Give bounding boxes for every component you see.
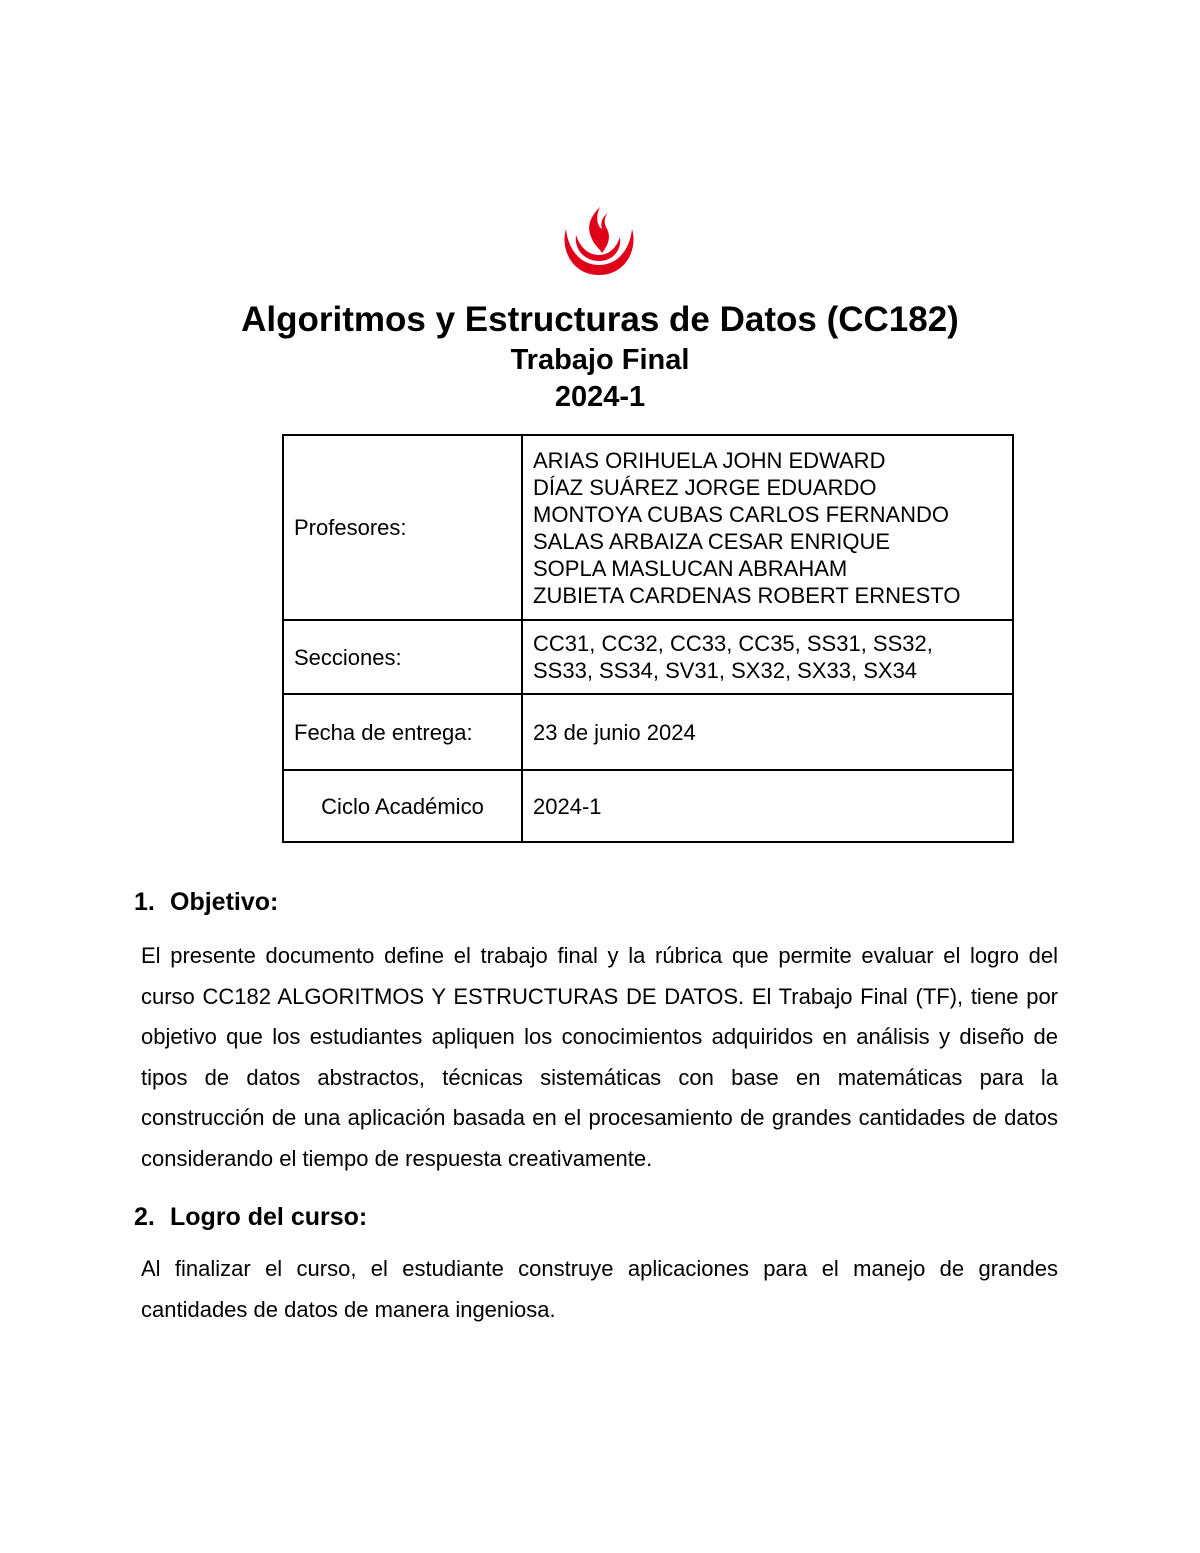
sections-line: CC31, CC32, CC33, CC35, SS31, SS32, — [533, 631, 933, 656]
sections-line: SS33, SS34, SV31, SX32, SX33, SX34 — [533, 658, 918, 683]
course-info-table — [282, 434, 1014, 843]
section-heading-objective — [134, 886, 278, 918]
professor-name: DÍAZ SUÁREZ JORGE EDUARDO — [533, 474, 877, 500]
due-date-label: Fecha de entrega: — [283, 694, 522, 770]
professor-name: MONTOYA CUBAS CARLOS FERNANDO — [533, 501, 950, 527]
professors-value — [522, 435, 1013, 620]
table-row-academic-cycle — [283, 770, 1013, 842]
academic-cycle-label: Ciclo Académico — [283, 770, 522, 842]
section-heading-course-achievement — [134, 1201, 367, 1233]
professor-name: ZUBIETA CARDENAS ROBERT ERNESTO — [533, 582, 961, 608]
sections-value — [522, 620, 1013, 694]
professors-label: Profesores: — [283, 435, 522, 620]
objective-paragraph: El presente documento define el trabajo final y la rúbrica que permite evaluar el logro del curso CC182 ALGORITMOS Y ESTRUCTURAS DE DATOS. El Trabajo Final (TF), tiene por objetivo que los estudiantes apliquen los conocimientos adquiridos en análisis y diseño de tipos de datos abstractos, técnicas sistemáticas con base en matemáticas para la construcción de una aplicación basada en el procesamiento de grandes cantidades de datos considerando el tiempo de respuesta creativamente. — [141, 943, 1058, 1171]
document-title: Algoritmos y Estructuras de Datos (CC182) — [241, 300, 959, 339]
professor-name: ARIAS ORIHUELA JOHN EDWARD — [533, 447, 886, 473]
table-row-due-date — [283, 694, 1013, 770]
course-achievement-paragraph: Al finalizar el curso, el estudiante construye aplicaciones para el manejo de grandes cantidades de datos de manera ingeniosa. — [141, 1256, 1058, 1322]
university-logo-icon — [560, 205, 638, 281]
sections-label: Secciones: — [283, 620, 522, 694]
section-title: Logro del curso: — [170, 1203, 368, 1231]
document-subtitle: Trabajo Final — [510, 344, 690, 376]
professor-name: SOPLA MASLUCAN ABRAHAM — [533, 555, 848, 581]
document-year: 2024-1 — [554, 381, 646, 413]
section-title: Objetivo: — [170, 888, 279, 916]
professor-name: SALAS ARBAIZA CESAR ENRIQUE — [533, 528, 891, 554]
due-date-value: 23 de junio 2024 — [522, 694, 1013, 770]
document-title-block — [0, 298, 1200, 416]
section-number: 2. — [134, 1203, 155, 1231]
table-row-sections — [283, 620, 1013, 694]
table-row-professors — [283, 435, 1013, 620]
academic-cycle-value: 2024-1 — [522, 770, 1013, 842]
section-number: 1. — [134, 888, 155, 916]
